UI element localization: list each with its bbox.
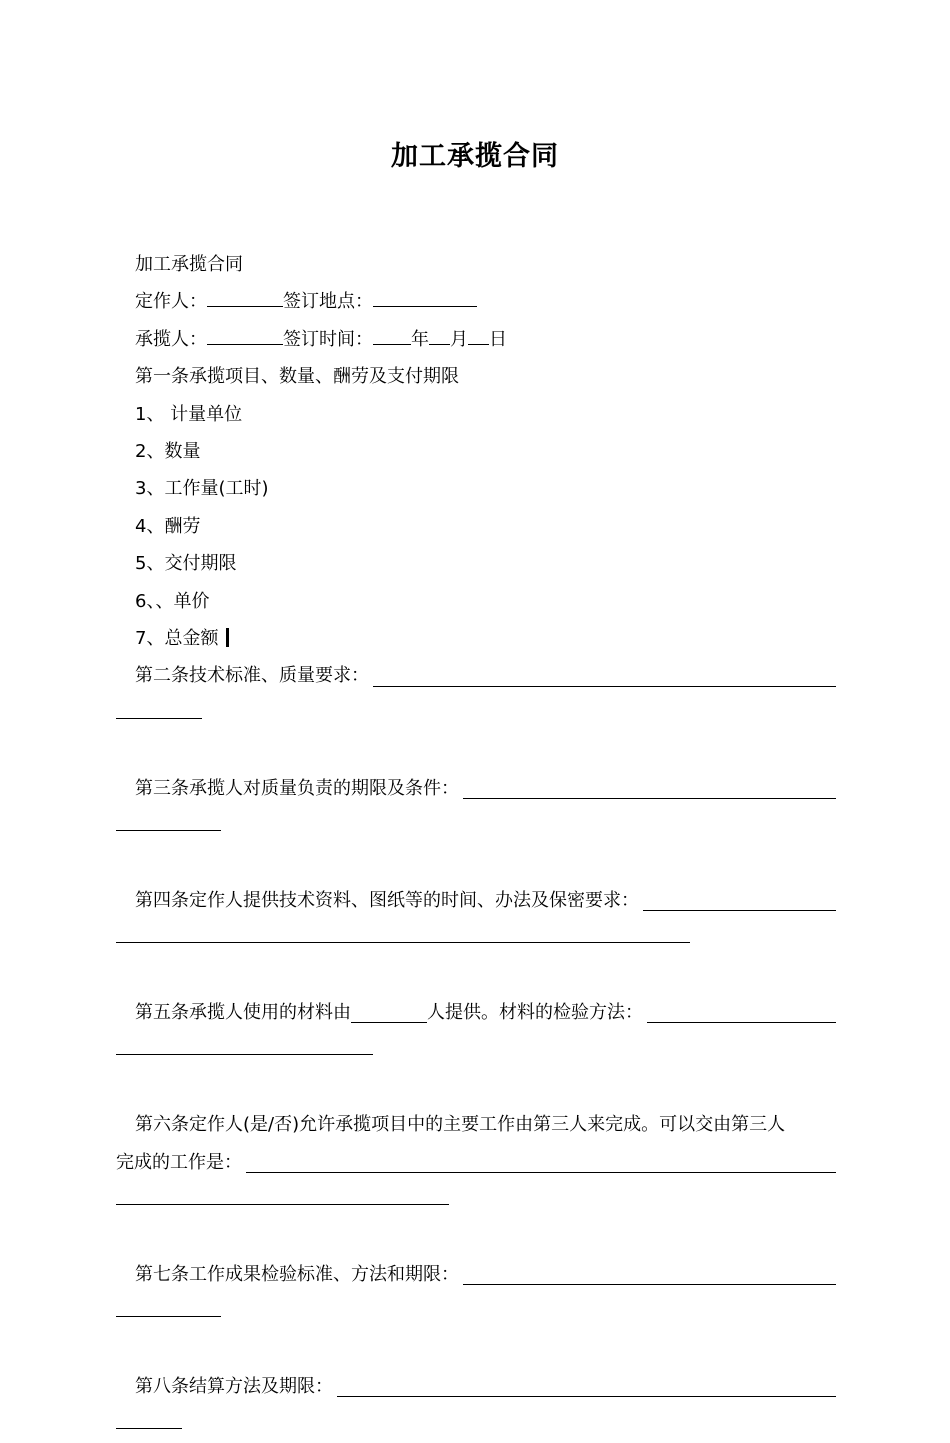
article-1-item: 4、酬劳 (135, 515, 201, 537)
article-5-blank[interactable] (647, 1002, 836, 1023)
spacer (116, 844, 836, 881)
contractor-blank[interactable] (207, 325, 283, 345)
contractor-line (116, 321, 836, 358)
spacer (116, 1218, 836, 1255)
article-6-blank[interactable] (246, 1152, 836, 1173)
article-1-item: 1、 计量单位 (135, 403, 243, 425)
article-4-blank-cont[interactable] (116, 922, 690, 943)
signing-place-blank[interactable] (373, 287, 477, 307)
article-8-blank[interactable] (337, 1376, 836, 1397)
article-7-label: 第七条工作成果检验标准、方法和期限： (135, 1263, 459, 1285)
article-8 (116, 1368, 836, 1405)
article-4-label: 第四条定作人提供技术资料、图纸等的时间、办法及保密要求： (135, 889, 639, 911)
article-1-item: 2、数量 (135, 441, 201, 463)
contract-body (116, 246, 836, 1443)
spacer (116, 1069, 836, 1106)
article-8-blank-cont[interactable] (116, 1408, 182, 1429)
article-4 (116, 882, 836, 919)
article-3-continuation (116, 807, 836, 844)
article-5-label-b: 人提供。材料的检验方法： (427, 1002, 643, 1024)
year-blank[interactable] (373, 325, 411, 345)
article-7-blank[interactable] (463, 1264, 836, 1285)
year-label: 年 (411, 328, 429, 350)
article-6-line2 (116, 1144, 836, 1181)
article-2-blank-cont[interactable] (116, 698, 202, 719)
article-1-item: 5、交付期限 (135, 553, 237, 575)
ordering-party-label: 定作人： (135, 291, 207, 313)
article-4-continuation (116, 919, 836, 956)
article-1-item: 3、工作量(工时) (135, 478, 269, 500)
document-title: 加工承揽合同 (391, 141, 559, 172)
day-blank[interactable] (468, 325, 489, 345)
article-6-label: 完成的工作是： (116, 1151, 242, 1173)
article-2 (116, 657, 836, 694)
month-blank[interactable] (429, 325, 450, 345)
article-3-blank[interactable] (463, 778, 836, 799)
subtitle: 加工承揽合同 (135, 254, 243, 275)
signing-time-label: 签订时间： (283, 328, 373, 350)
day-label: 日 (489, 328, 507, 350)
article-2-blank[interactable] (373, 666, 836, 687)
article-6-blank-cont[interactable] (116, 1184, 449, 1205)
article-5-continuation (116, 1031, 836, 1068)
contractor-label: 承揽人： (135, 328, 207, 350)
article-7-continuation (116, 1293, 836, 1330)
article-5-blank-cont[interactable] (116, 1034, 373, 1055)
article-7-blank-cont[interactable] (116, 1296, 221, 1317)
text-cursor (226, 628, 229, 647)
article-2-continuation (116, 695, 836, 732)
ordering-party-line (116, 283, 836, 320)
ordering-party-blank[interactable] (207, 287, 283, 307)
article-8-continuation (116, 1405, 836, 1442)
article-2-label: 第二条技术标准、质量要求： (135, 665, 369, 687)
article-4-blank[interactable] (643, 890, 836, 911)
article-3 (116, 770, 836, 807)
article-3-label: 第三条承揽人对质量负责的期限及条件： (135, 777, 459, 799)
spacer (116, 957, 836, 994)
article-8-label: 第八条结算方法及期限： (135, 1376, 333, 1397)
signing-place-label: 签订地点： (283, 291, 373, 313)
article-1-item: 7、总金额 (135, 628, 219, 650)
article-1-item: 6、、单价 (135, 590, 210, 612)
spacer (116, 732, 836, 769)
article-6-continuation (116, 1181, 836, 1218)
article-1-item-total (116, 620, 836, 657)
spacer (116, 1331, 836, 1368)
article-5-label-a: 第五条承揽人使用的材料由 (135, 1002, 351, 1024)
article-3-blank-cont[interactable] (116, 810, 221, 831)
article-1-heading: 第一条承揽项目、数量、酬劳及支付期限 (135, 366, 459, 388)
article-6-line1: 第六条定作人(是/否)允许承揽项目中的主要工作由第三人来完成。可以交由第三人 (135, 1114, 786, 1136)
month-label: 月 (450, 328, 468, 350)
article-7 (116, 1256, 836, 1293)
article-5 (116, 994, 836, 1031)
material-provider-blank[interactable] (351, 1003, 427, 1023)
